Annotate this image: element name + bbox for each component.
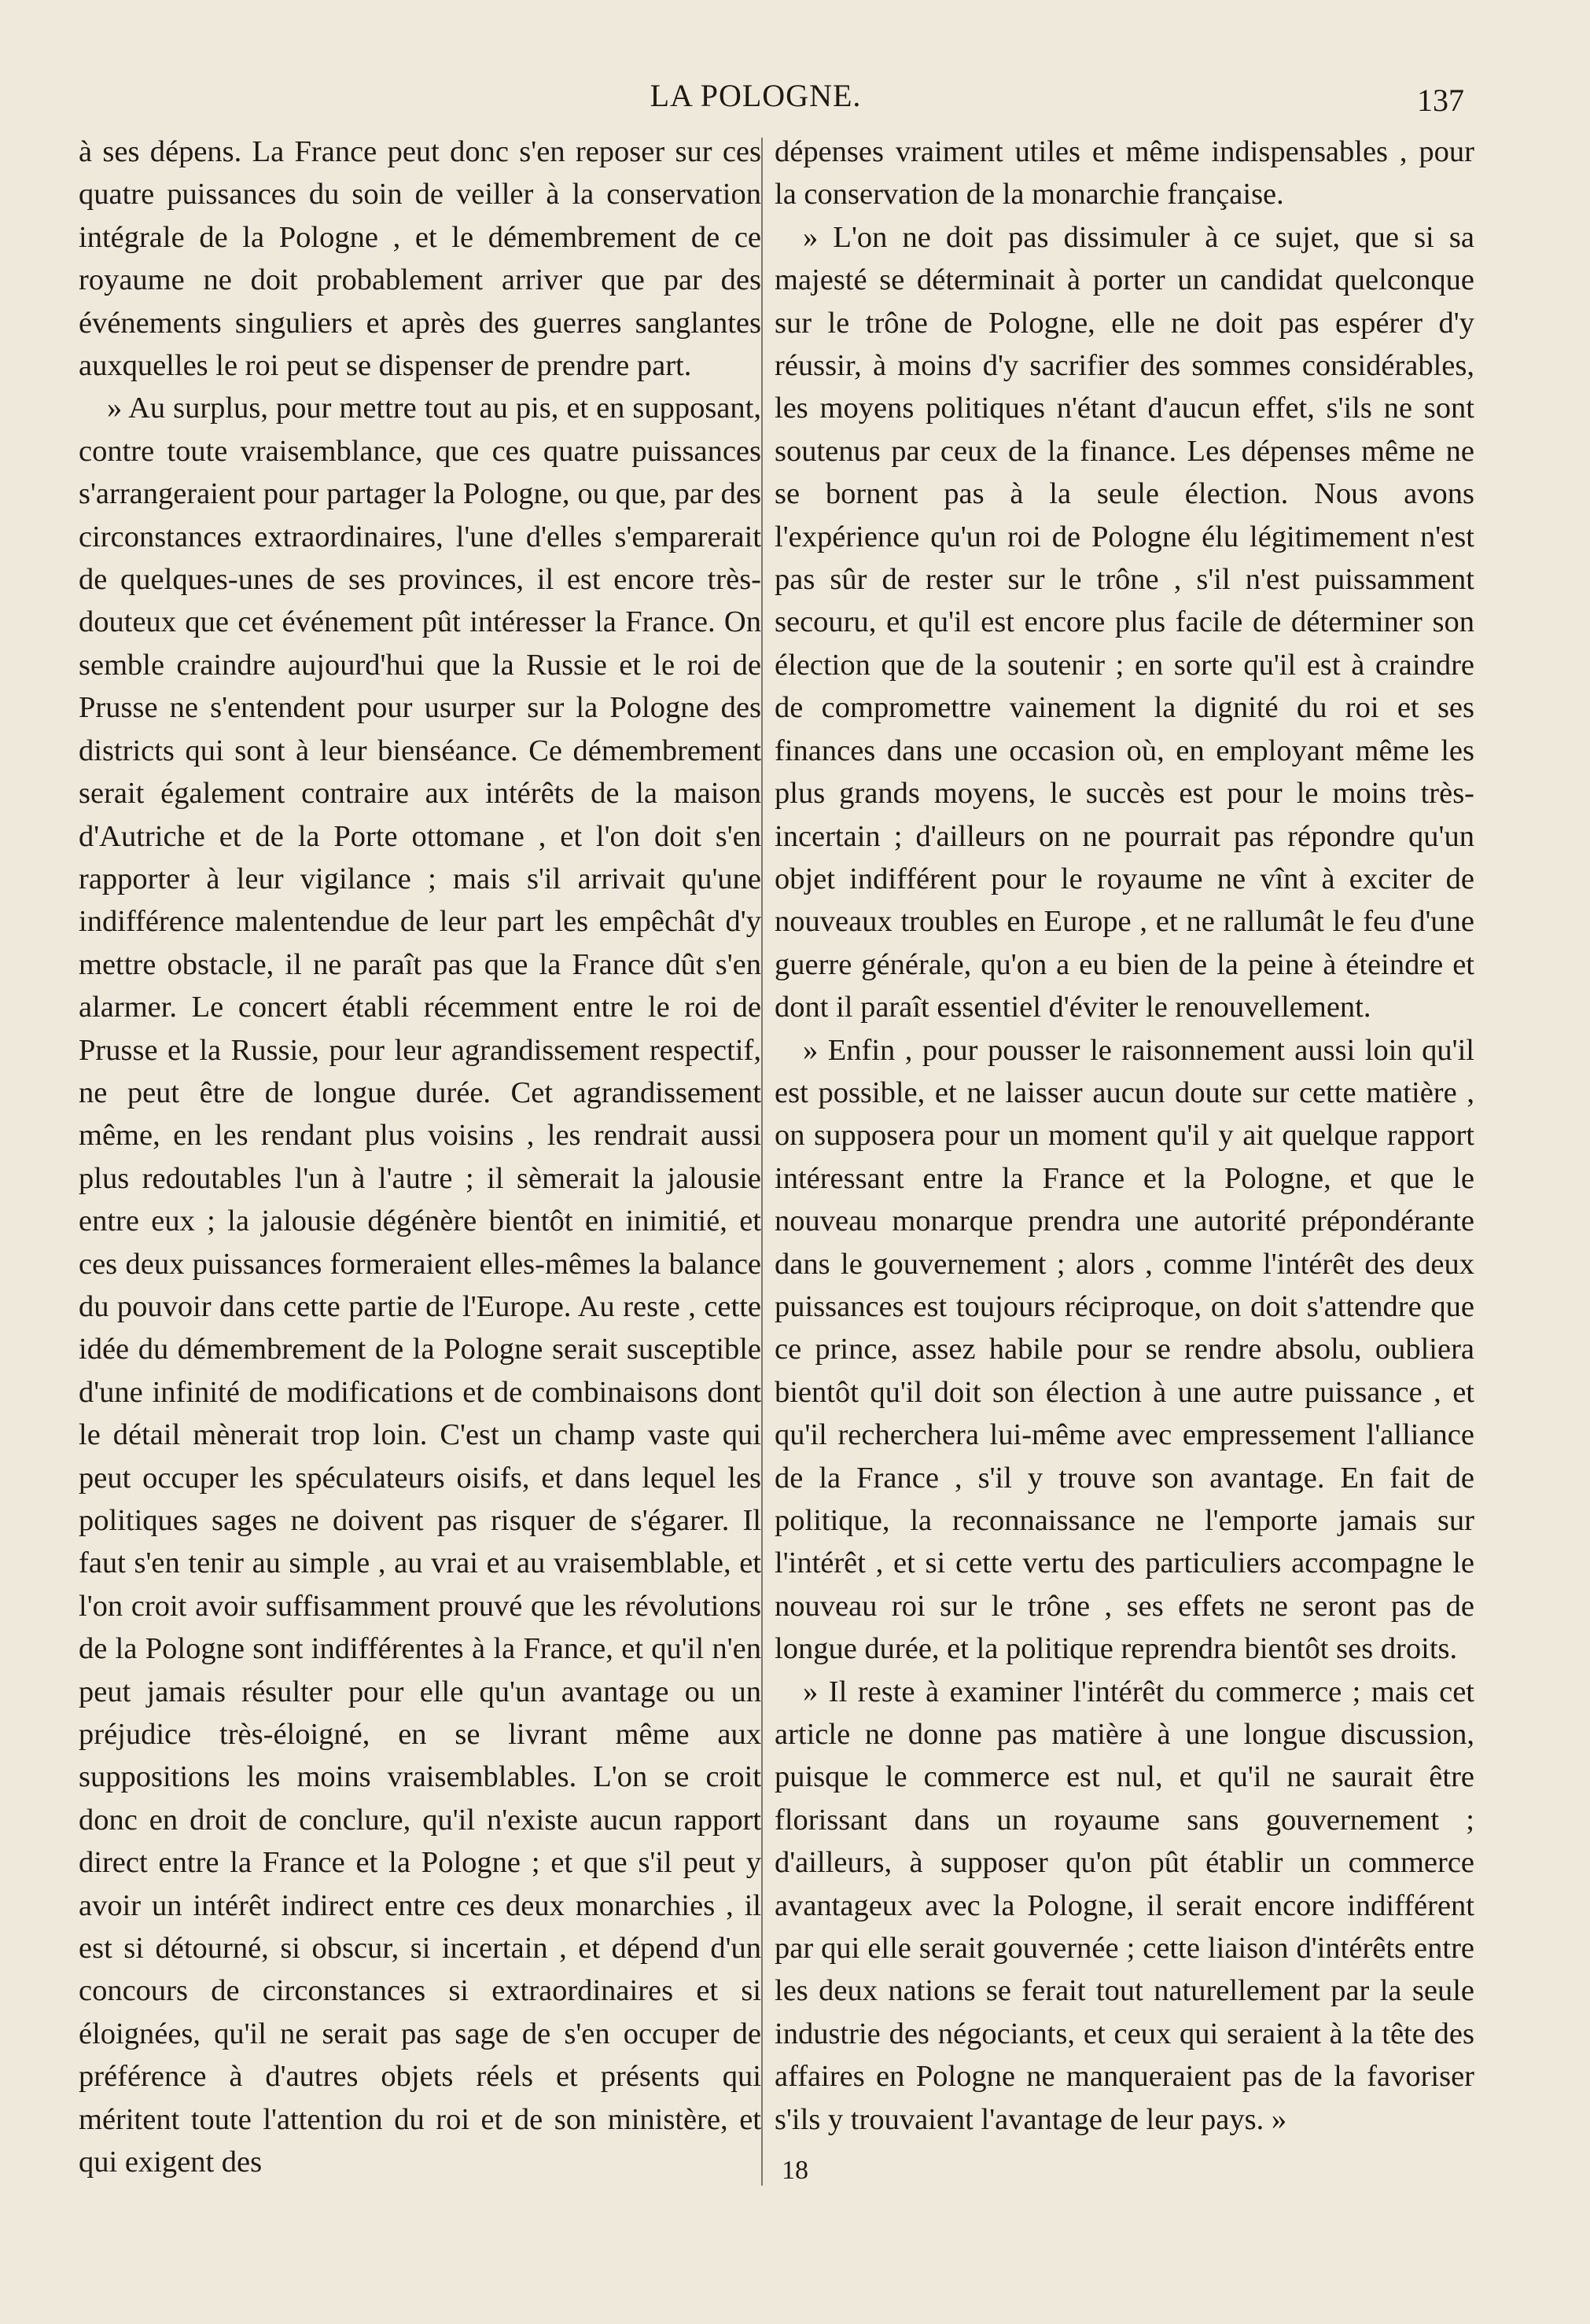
paragraph: » Enfin , pour pousser le raisonnement aussi loin qu'il est possible, et ne laisser aucun doute sur cette matière , on supposera pour un moment qu'il y ait quelque rapport intéressant entre la France et la Pologne, et que le nouveau monarque prendra une autorité prépondérante dans le gouvernement ; alors , comme l'intérêt des deux puissances est toujours réciproque, on doit s'attendre que ce prince, assez habile pour se rendre absolu, oubliera bientôt qu'il doit son élection à une autre puissance , et qu'il recherchera lui-même avec empressement l'alliance de la France , s'il y trouve son avantage. En fait de politique, la reconnaissance ne l'emporte jamais sur l'intérêt , et si cette vertu des particuliers accompagne le nouveau roi sur le trône , ses effets ne seront pas de longue durée, et la politique reprendra bientôt ses droits.: [775, 1033, 1474, 1666]
running-title: LA POLOGNE.: [650, 78, 862, 113]
page-header: [47, 77, 1464, 118]
paragraph: » Il reste à examiner l'intérêt du commerce ; mais cet article ne donne pas matière à une longue discussion, puisque le commerce est nul, et qu'il ne saurait être florissant dans un royaume sans gouvernement ; d'ailleurs, à supposer qu'on pût établir un commerce avantageux avec la Pologne, il serait encore indifférent par qui elle serait gouvernée ; cette liaison d'intérêts entre les deux nations se ferait tout naturellement par la seule industrie des négociants, et ceux qui seraient à la tête des affaires en Pologne ne manqueraient pas de la favoriser s'ils y trouvaient l'avantage de leur pays. »: [775, 1675, 1474, 2136]
paragraph: » L'on ne doit pas dissimuler à ce sujet, que si sa majesté se déterminait à porter un candidat quelconque sur le trône de Pologne, elle ne doit pas espérer d'y réussir, à moins d'y sacrifier des sommes considérables, les moyens politiques n'étant d'aucun effet, s'ils ne sont soutenus par ceux de la finance. Les dépenses même ne se bornent pas à la seule élection. Nous avons l'expérience qu'un roi de Pologne élu légitimement n'est pas sûr de rester sur le trône , s'il n'est puissamment secouru, et qu'il est encore plus facile de déterminer son élection que de la soutenir ; en sorte qu'il est à craindre de compromettre vainement la dignité du roi et ses finances dans une occasion où, en employant même les plus grands moyens, le succès est pour le moins très-incertain ; d'ailleurs on ne pourrait pas répondre qu'un objet indifférent pour le royaume ne vînt à exciter de nouveaux troubles en Europe , et ne rallumât le feu d'une guerre générale, qu'on a eu bien de la peine à éteindre et dont il paraît essentiel d'éviter le renouvellement.: [775, 220, 1474, 1024]
paragraph: dépenses vraiment utiles et même indispensables , pour la conservation de la monarchie française.: [775, 135, 1474, 211]
page-number: 137: [1417, 83, 1464, 118]
left-column: [79, 131, 761, 2184]
signature-mark: 18: [782, 2156, 808, 2185]
right-column: [775, 131, 1474, 2141]
paragraph: à ses dépens. La France peut donc s'en reposer sur ces quatre puissances du soin de veiller à la conservation intégrale de la Pologne , et le démembrement de ce royaume ne doit probablement arriver que par des événements singuliers et après des guerres sanglantes auxquelles le roi peut se dispenser de prendre part.: [79, 135, 761, 383]
paragraph: » Au surplus, pour mettre tout au pis, et en supposant, contre toute vraisemblance, que ces quatre puissances s'arrangeraient pour partager la Pologne, ou que, par des circonstances extraordinaires, l'une d'elles s'emparerait de quelques-unes de ses provinces, il est encore très-douteux que cet événement pût intéresser la France. On semble craindre aujourd'hui que la Russie et le roi de Prusse ne s'entendent pour usurper sur la Pologne des districts qui sont à leur bienséance. Ce démembrement serait également contraire aux intérêts de la maison d'Autriche et de la Porte ottomane , et l'on doit s'en rapporter à leur vigilance ; mais s'il arrivait qu'une indifférence malentendue de leur part les empêchât d'y mettre obstacle, il ne paraît pas que la France dût s'en alarmer. Le concert établi récemment entre le roi de Prusse et la Russie, pour leur agrandissement respectif, ne peut être de longue durée. Cet agrandissement même, en les rendant plus voisins , les rendrait aussi plus redoutables l'un à l'autre ; il sèmerait la jalousie entre eux ; la jalousie dégénère bientôt en inimitié, et ces deux puissances formeraient elles-mêmes la balance du pouvoir dans cette partie de l'Europe. Au reste , cette idée du démembrement de la Pologne serait susceptible d'une infinité de modifications et de combinaisons dont le détail mènerait trop loin. C'est un champ vaste qui peut occuper les spéculateurs oisifs, et dans lequel les politiques sages ne doivent pas risquer de s'égarer. Il faut s'en tenir au simple , au vrai et au vraisemblable, et l'on croit avoir suffisamment prouvé que les révolutions de la Pologne sont indifférentes à la France, et qu'il n'en peut jamais résulter pour elle qu'un avantage ou un préjudice très-éloigné, en se livrant même aux suppositions les moins vraisemblables. L'on se croit donc en droit de conclure, qu'il n'existe aucun rapport direct entre la France et la Pologne ; et que s'il peut y avoir un intérêt indirect entre ces deux monarchies , il est si détourné, si obscur, si incertain , et dépend d'un concours de circonstances si extraordinaires et si éloignées, qu'il ne serait pas sage de s'en occuper de préférence à d'autres objets réels et présents qui méritent toute l'attention du roi et de son ministère, et qui exigent des: [79, 392, 761, 2179]
column-divider: [761, 138, 763, 2186]
